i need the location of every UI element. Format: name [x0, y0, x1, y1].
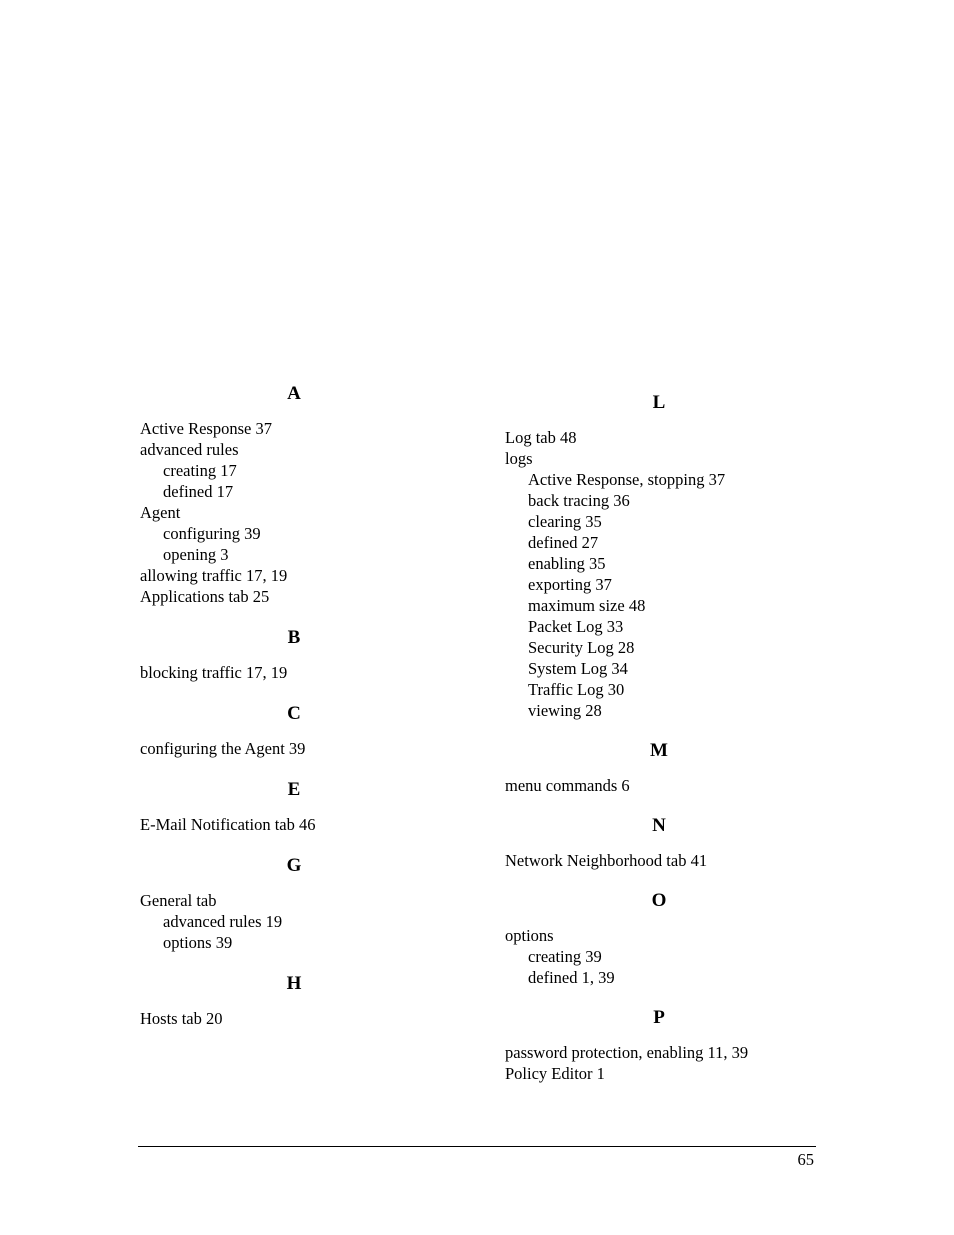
section-letter: N: [652, 815, 666, 836]
index-subentry: creating 39: [528, 947, 602, 966]
section-letter: L: [652, 392, 666, 413]
index-section-o: [505, 890, 815, 988]
index-section-g: [140, 855, 450, 953]
index-subentry: Active Response, stopping 37: [528, 470, 726, 489]
index-entry: Active Response 37: [140, 419, 272, 438]
index-entry: logs: [505, 449, 533, 468]
index-section-n: [505, 815, 815, 871]
index-section-a: [140, 383, 450, 607]
index-subentry: opening 3: [163, 545, 229, 564]
index-section-b: [140, 627, 450, 683]
index-entry: Network Neighborhood tab 41: [505, 851, 708, 870]
page-number: 65: [797, 1150, 814, 1169]
index-entry: advanced rules: [140, 440, 239, 459]
index-entry: Hosts tab 20: [140, 1009, 223, 1028]
index-subentry: System Log 34: [528, 659, 628, 678]
section-letter: B: [287, 627, 301, 648]
index-section-c: [140, 703, 450, 759]
index-entry: configuring the Agent 39: [140, 739, 306, 758]
index-subentry: exporting 37: [528, 575, 612, 594]
index-subentry: Packet Log 33: [528, 617, 624, 636]
index-subentry: defined 27: [528, 533, 599, 552]
index-entry: Applications tab 25: [140, 587, 270, 606]
section-letter: G: [286, 855, 302, 876]
index-subentry: creating 17: [163, 461, 237, 480]
index-entry: Agent: [140, 503, 181, 522]
index-subentry: defined 17: [163, 482, 234, 501]
index-subentry: back tracing 36: [528, 491, 630, 510]
index-subentry: enabling 35: [528, 554, 606, 573]
section-letter: C: [287, 703, 301, 724]
footer-rule: [138, 1146, 816, 1147]
index-section-p: [505, 1007, 815, 1084]
index-entry: menu commands 6: [505, 776, 630, 795]
section-letter: E: [287, 779, 301, 800]
index-entry: General tab: [140, 891, 217, 910]
index-section-m: [505, 740, 815, 796]
index-section-e: [140, 779, 450, 835]
index-entry: Log tab 48: [505, 428, 577, 447]
index-entry: password protection, enabling 11, 39: [505, 1043, 749, 1062]
index-subentry: maximum size 48: [528, 596, 646, 615]
section-letter: P: [653, 1007, 665, 1028]
section-letter: H: [286, 973, 302, 994]
index-subentry: Traffic Log 30: [528, 680, 625, 699]
index-entry: E-Mail Notification tab 46: [140, 815, 316, 834]
section-letter: A: [287, 383, 301, 404]
index-column-left: [140, 383, 450, 1029]
index-column-right: [505, 392, 815, 1084]
index-entry: options: [505, 926, 554, 945]
section-letter: M: [650, 740, 668, 761]
index-entry: blocking traffic 17, 19: [140, 663, 288, 682]
index-subentry: advanced rules 19: [163, 912, 283, 931]
index-subentry: viewing 28: [528, 701, 602, 720]
section-letter: O: [651, 890, 667, 911]
index-subentry: configuring 39: [163, 524, 261, 543]
index-subentry: defined 1, 39: [528, 968, 615, 987]
index-section-h: [140, 973, 450, 1029]
index-subentry: clearing 35: [528, 512, 602, 531]
index-subentry: options 39: [163, 933, 233, 952]
index-entry: allowing traffic 17, 19: [140, 566, 288, 585]
index-subentry: Security Log 28: [528, 638, 635, 657]
index-entry: Policy Editor 1: [505, 1064, 605, 1083]
index-section-l: [505, 392, 815, 721]
